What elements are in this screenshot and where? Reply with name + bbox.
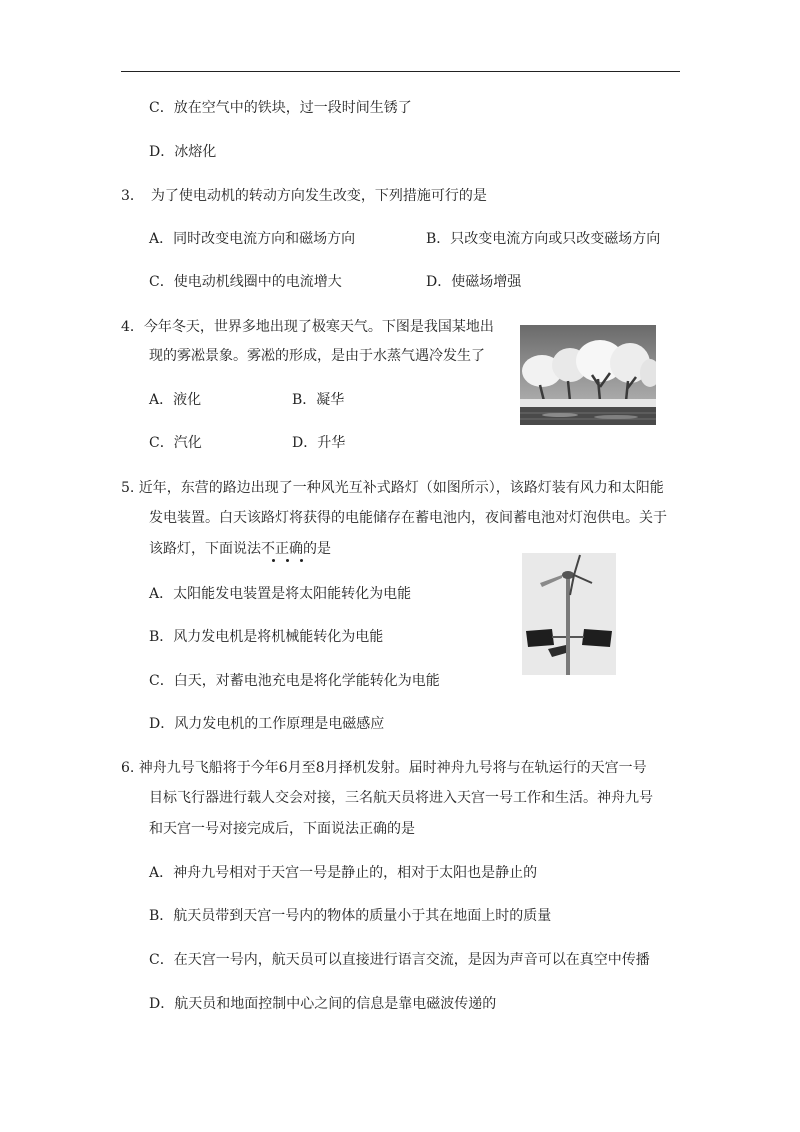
q4-option-c: C．汽化 [149, 435, 202, 451]
street-lamp-photo [522, 553, 616, 675]
q3-option-c: C．使电动机线圈中的电流增大 [149, 274, 342, 290]
q3-stem: 3． 为了使电动机的转动方向发生改变，下列措施可行的是 [121, 188, 487, 204]
q5-option-c: C．白天，对蓄电池充电是将化学能转化为电能 [149, 673, 440, 689]
q2-option-d: D．冰熔化 [149, 144, 217, 160]
q3-option-a: A．同时改变电流方向和磁场方向 [149, 231, 356, 247]
header-rule [121, 71, 680, 72]
q6-stem-line-2: 目标飞行器进行载人交会对接，三名航天员将进入天宫一号工作和生活。神舟九号 [149, 790, 653, 806]
emphasis-dot [300, 559, 303, 562]
q5-stem-line-3: 该路灯，下面说法不正确的是 [149, 541, 331, 557]
q6-option-a: A．神舟九号相对于天宫一号是静止的，相对于太阳也是静止的 [149, 865, 538, 881]
emphasis-dot [286, 559, 289, 562]
q3-option-b: B．只改变电流方向或只改变磁场方向 [426, 231, 661, 247]
q6-option-c: C．在天宫一号内，航天员可以直接进行语言交流，是因为声音可以在真空中传播 [149, 952, 650, 968]
q4-option-a: A．液化 [149, 392, 202, 408]
q4-stem-line-2: 现的雾凇景象。雾凇的形成，是由于水蒸气遇冷发生了 [149, 348, 485, 364]
q5-option-d: D．风力发电机的工作原理是电磁感应 [149, 716, 385, 732]
rime-photo [520, 325, 656, 425]
q4-option-d: D．升华 [292, 435, 346, 451]
q4-stem-line-1: 4．今年冬天，世界多地出现了极寒天气。下图是我国某地出 [121, 319, 494, 335]
q4-option-b: B．凝华 [292, 392, 345, 408]
emphasis-dot [272, 559, 275, 562]
q5-stem-line-1: 5. 近年，东营的路边出现了一种风光互补式路灯（如图所示），该路灯装有风力和太阳能 [121, 480, 664, 496]
q2-option-c: C．放在空气中的铁块，过一段时间生锈了 [149, 100, 412, 116]
q3-option-d: D．使磁场增强 [426, 274, 522, 290]
q5-option-a: A．太阳能发电装置是将太阳能转化为电能 [149, 586, 412, 602]
q6-stem-line-3: 和天宫一号对接完成后，下面说法正确的是 [149, 821, 415, 837]
q6-option-d: D．航天员和地面控制中心之间的信息是靠电磁波传递的 [149, 996, 497, 1012]
q5-option-b: B．风力发电机是将机械能转化为电能 [149, 629, 384, 645]
q5-stem-line-2: 发电装置。白天该路灯将获得的电能储存在蓄电池内，夜间蓄电池对灯泡供电。关于 [149, 510, 667, 526]
q6-stem-line-1: 6. 神舟九号飞船将于今年6月至8月择机发射。届时神舟九号将与在轨运行的天宫一号 [121, 760, 647, 776]
q6-option-b: B．航天员带到天宫一号内的物体的质量小于其在地面上时的质量 [149, 908, 552, 924]
